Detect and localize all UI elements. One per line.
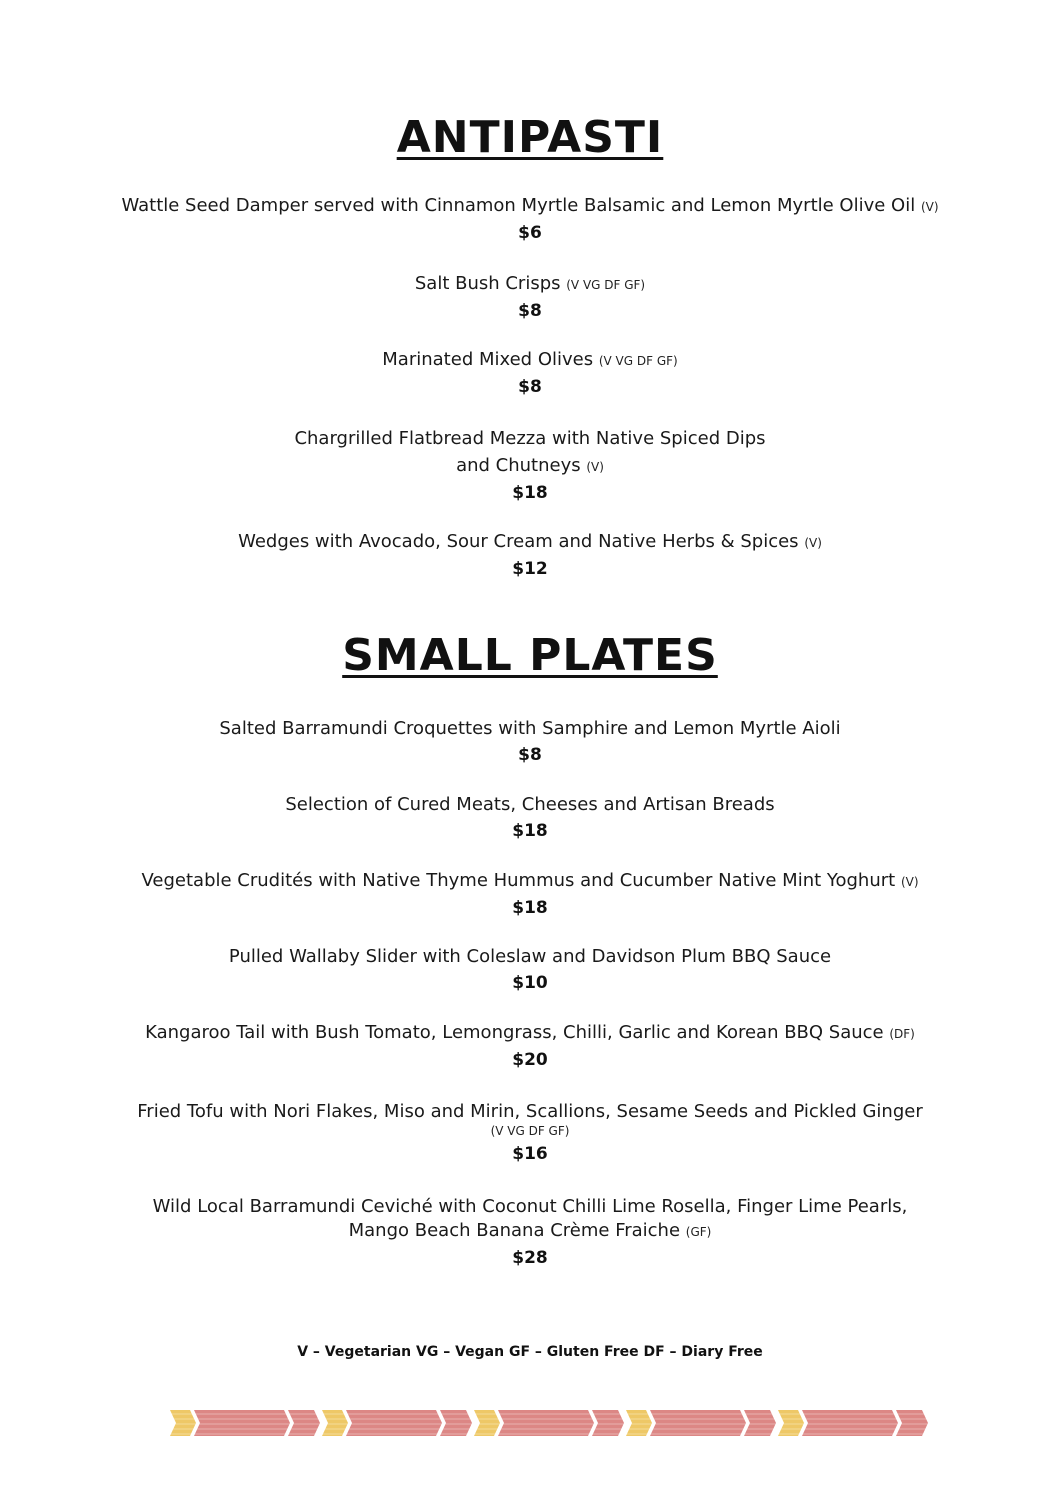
item-price: $16 — [512, 1144, 548, 1164]
item-name: Salt Bush Crisps — [414, 273, 561, 294]
item-name: Selection of Cured Meats, Cheeses and Artisan Breads — [285, 794, 775, 815]
menu-item — [60, 1195, 1000, 1269]
item-name: Salted Barramundi Croquettes with Samphire and Lemon Myrtle Aioli — [219, 718, 841, 739]
dietary-tag: (V) — [804, 536, 822, 550]
item-price: $28 — [512, 1248, 548, 1268]
item-name: Vegetable Crudités with Native Thyme Hummus and Cucumber Native Mint Yoghurt — [141, 870, 896, 891]
item-price: $8 — [518, 301, 542, 321]
item-name: Pulled Wallaby Slider with Coleslaw and Davidson Plum BBQ Sauce — [228, 946, 832, 967]
menu-item — [60, 272, 1000, 322]
menu-item — [60, 1021, 1000, 1071]
dietary-tag: (GF) — [685, 1225, 712, 1239]
item-price: $10 — [512, 973, 548, 993]
menu-item — [60, 530, 1000, 580]
dietary-tag: (DF) — [889, 1027, 915, 1041]
item-price: $12 — [512, 559, 548, 579]
item-name: Wattle Seed Damper served with Cinnamon Myrtle Balsamic and Lemon Myrtle Olive Oil — [121, 195, 916, 216]
item-price: $20 — [512, 1050, 548, 1070]
small-plates-heading: SMALL PLATES — [342, 630, 718, 681]
item-name-line2: and Chutneys — [456, 455, 581, 476]
decorative-border — [170, 1410, 932, 1436]
item-name-line1: Chargrilled Flatbread Mezza with Native Spiced Dips — [294, 428, 766, 449]
menu-item — [60, 427, 1000, 504]
item-price: $18 — [512, 898, 548, 918]
menu-item — [60, 1100, 1000, 1165]
menu-item — [60, 945, 1000, 994]
item-price: $8 — [518, 745, 542, 765]
item-name: Kangaroo Tail with Bush Tomato, Lemongrass, Chilli, Garlic and Korean BBQ Sauce — [145, 1022, 884, 1043]
menu-item — [60, 869, 1000, 919]
item-price: $8 — [518, 377, 542, 397]
item-name: Wedges with Avocado, Sour Cream and Native Herbs & Spices — [238, 531, 799, 552]
item-name: Marinated Mixed Olives — [382, 349, 594, 370]
dietary-tag: (V VG DF GF) — [490, 1124, 570, 1138]
dietary-tag: (V) — [900, 875, 919, 889]
menu-item — [60, 793, 1000, 842]
dietary-tag: (V VG DF GF) — [566, 278, 646, 292]
item-price: $6 — [518, 223, 542, 243]
menu-item — [60, 348, 1000, 398]
dietary-legend: V – Vegetarian VG – Vegan GF – Gluten Free DF – Diary Free — [297, 1344, 763, 1360]
item-name-line2: Mango Beach Banana Crème Fraiche — [348, 1220, 681, 1241]
dietary-tag: (V) — [920, 200, 939, 214]
item-name-line1: Wild Local Barramundi Ceviché with Coconut Chilli Lime Rosella, Finger Lime Pearls, — [152, 1196, 908, 1217]
menu-item — [60, 194, 1000, 244]
dietary-tag: (V) — [586, 460, 604, 474]
antipasti-heading: ANTIPASTI — [396, 112, 664, 163]
dietary-tag: (V VG DF GF) — [598, 354, 678, 368]
item-name: Fried Tofu with Nori Flakes, Miso and Mirin, Scallions, Sesame Seeds and Pickled Ginger — [137, 1101, 923, 1122]
menu-item — [60, 717, 1000, 766]
item-price: $18 — [512, 483, 548, 503]
item-price: $18 — [512, 821, 548, 841]
